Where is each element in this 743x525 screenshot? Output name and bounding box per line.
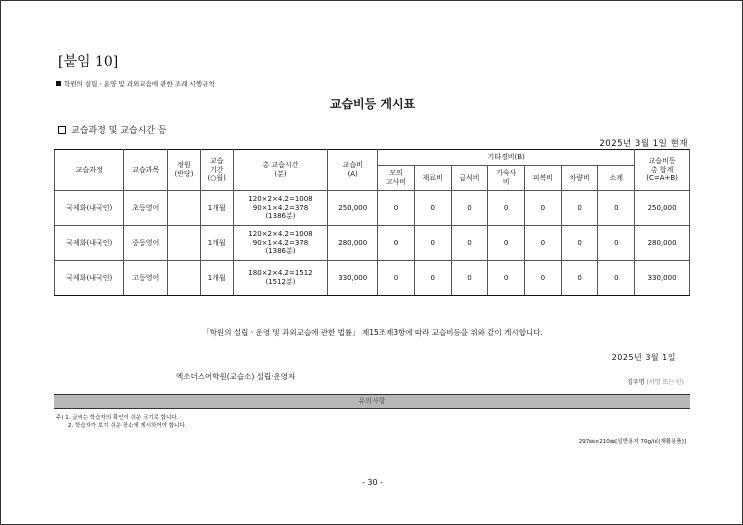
other-fee-cell: 0 [598,261,635,296]
caution-header: 유의사항 [54,394,690,409]
header-tuition: 교습비 (A) [328,150,378,191]
header-other-fee: 피복비 [525,166,562,191]
header-capacity: 정원 (반당) [168,150,201,191]
square-bullet-icon [56,81,61,86]
period-cell: 1개월 [200,191,233,226]
header-other-fee: 기숙사 비 [488,166,525,191]
header-subject: 교습과목 [124,150,168,191]
capacity-cell [168,261,201,296]
header-other-fee: 모의 고사비 [378,166,415,191]
capacity-cell [168,226,201,261]
other-fee-cell: 0 [414,226,451,261]
table-row [55,261,690,296]
other-fee-cell: 0 [378,191,415,226]
header-period: 교습 기간 (○월) [200,150,233,191]
other-fee-cell: 0 [561,191,598,226]
section-title [58,123,167,136]
other-fee-cell: 0 [598,191,635,226]
course-cell: 국제화(내국인) [55,226,124,261]
header-other-fees: 기타경비(B) [378,150,635,166]
fee-table [54,149,690,296]
header-course: 교습과정 [55,150,124,191]
subject-cell: 초등영어 [124,191,168,226]
other-fee-cell: 0 [525,226,562,261]
subject-cell: 고등영어 [124,261,168,296]
course-cell: 국제화(내국인) [55,261,124,296]
course-cell: 국제화(내국인) [55,191,124,226]
note-line: 2. 학습자가 보기 쉬운 장소에 게시하여야 합니다. [68,423,187,429]
signature-note: (서명 또는 인) [646,379,684,386]
header-total-hours: 총 교습시간 (분) [233,150,328,191]
attachment-label: [붙임 10] [58,54,119,70]
other-fee-cell: 0 [488,226,525,261]
other-fee-cell: 0 [414,191,451,226]
other-fee-cell: 0 [451,261,488,296]
section-title-text: 교습과정 및 교습시간 등 [71,126,167,136]
posting-notice: 「학원의 설립ㆍ운영 및 과외교습에 관한 법률」 제15조제3항에 따라 교습비등을 위와 같이 게시합니다. [202,328,543,337]
header-other-fee: 차량비 [561,166,598,191]
grand-total-cell: 280,000 [635,226,690,261]
academy-operator: 엑소더스어학원(교습소) 설립·운영자 [176,372,296,381]
signer [627,377,684,386]
other-fee-cell: 0 [451,191,488,226]
table-row [55,226,690,261]
header-other-fee: 급식비 [451,166,488,191]
header-other-fee: 재료비 [414,166,451,191]
table-row [55,191,690,226]
paper-spec: 297㎜×210㎜[일반용지 70g/㎡(재활용품)] [578,439,686,445]
tuition-cell: 250,000 [328,191,378,226]
capacity-cell [168,191,201,226]
page-number: - 30 - [361,478,384,487]
subtitle-text: 학원의 설립ㆍ운영 및 과외교습에 관한 조례 시행규칙 [64,80,215,88]
hours-cell: 120×2×4.2=1008 90×1×4.2=378 (1386분) [233,226,328,261]
page-title: 교습비등 게시표 [329,97,416,111]
other-fee-cell: 0 [378,261,415,296]
other-fee-cell: 0 [525,191,562,226]
period-cell: 1개월 [200,261,233,296]
other-fee-cell: 0 [561,226,598,261]
other-fee-cell: 0 [561,261,598,296]
sign-date: 2025년 3월 1일 [611,353,676,362]
regulation-subtitle [56,79,215,88]
other-fee-cell: 0 [451,226,488,261]
hours-cell: 120×2×4.2=1008 90×1×4.2=378 (1386분) [233,191,328,226]
other-fee-cell: 0 [488,261,525,296]
grand-total-cell: 330,000 [635,261,690,296]
subject-cell: 중등영어 [124,226,168,261]
checkbox-square-icon [58,126,66,134]
other-fee-cell: 0 [598,226,635,261]
grand-total-cell: 250,000 [635,191,690,226]
signer-name: 김우명 [627,379,645,386]
note-line: 주) 1. 글씨는 학습자의 확인이 쉬운 크기로 합니다. [56,415,179,421]
notes [56,414,186,430]
header-other-fee: 소계 [598,166,635,191]
period-cell: 1개월 [200,226,233,261]
other-fee-cell: 0 [414,261,451,296]
other-fee-cell: 0 [488,191,525,226]
other-fee-cell: 0 [525,261,562,296]
tuition-cell: 280,000 [328,226,378,261]
header-grand-total: 교습비등 총 합계 (C=A+B) [635,150,690,191]
fee-table-body [55,191,690,296]
as-of-date: 2025년 3월 1일 현재 [599,139,688,149]
other-fee-cell: 0 [378,226,415,261]
hours-cell: 180×2×4.2=1512 (1512분) [233,261,328,296]
tuition-cell: 330,000 [328,261,378,296]
